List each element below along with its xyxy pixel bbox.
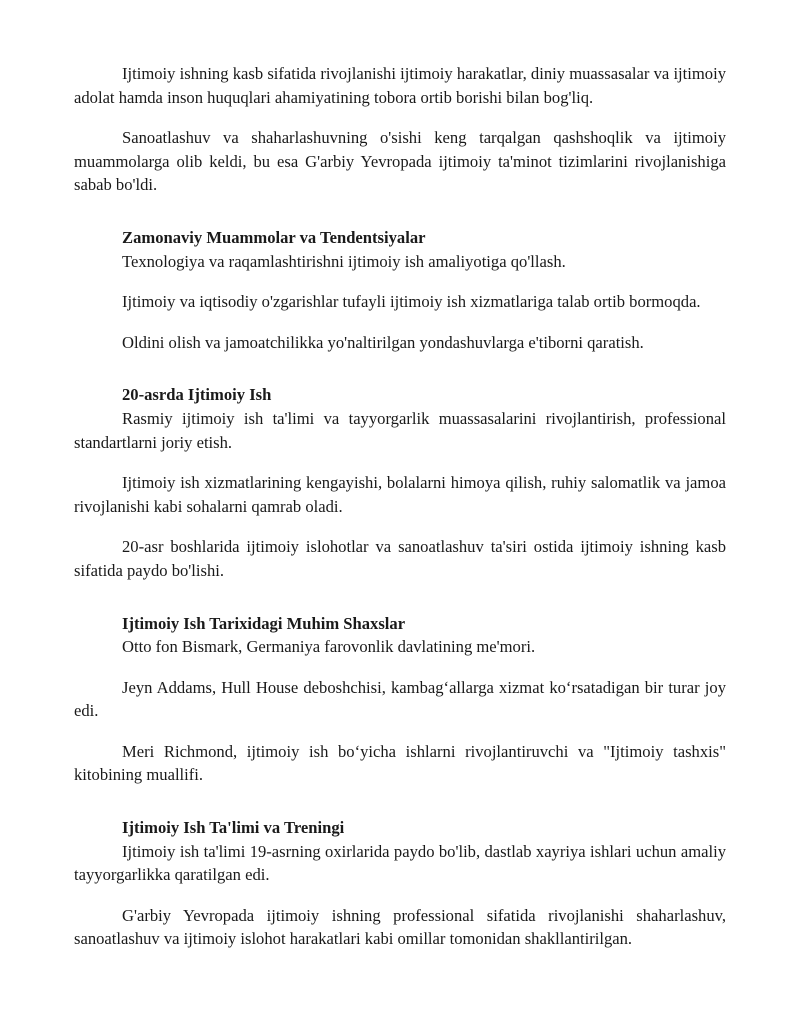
section-paragraph: G'arbiy Yevropada ijtimoiy ishning professional sifatida rivojlanishi shaharlashuv, sanoatlashuv va ijtimoiy islohot harakatlari kabi omillar tomonidan shakllantirilgan.	[74, 905, 726, 949]
section-paragraph: Rasmiy ijtimoiy ish ta'limi va tayyorgarlik muassasalarini rivojlantirish, professional standartlarni joriy etish.	[74, 408, 726, 452]
section-heading: Ijtimoiy Ish Tarixidagi Muhim Shaxslar	[122, 613, 406, 633]
section-heading: Ijtimoiy Ish Ta'limi va Treningi	[122, 818, 345, 838]
section-paragraph: Ijtimoiy va iqtisodiy o'zgarishlar tufayli ijtimoiy ish xizmatlariga talab ortib bormoqda.	[122, 292, 701, 312]
section-paragraph: Texnologiya va raqamlashtirishni ijtimoiy ish amaliyotiga qo'llash.	[122, 251, 566, 271]
intro-paragraph: Ijtimoiy ishning kasb sifatida rivojlanishi ijtimoiy harakatlar, diniy muassasalar va ijtimoiy adolat hamda inson huquqlari ahamiyatining tobora ortib borishi bilan bog'liq.	[74, 64, 726, 107]
section-heading: 20-asrda Ijtimoiy Ish	[122, 385, 272, 405]
section-heading: Zamonaviy Muammolar va Tendentsiyalar	[122, 227, 426, 247]
intro-paragraph: Sanoatlashuv va shaharlashuvning o'sishi keng tarqalgan qashshoqlik va ijtimoiy muammolarga olib keldi, bu esa G'arbiy Yevropada ijtimoiy ta'minot tizimlarini rivojlanishiga sabab bo'ldi.	[74, 128, 726, 195]
section-paragraph: Ijtimoiy ish ta'limi 19-asrning oxirlarida paydo bo'lib, dastlab xayriya ishlari uchun amaliy tayyorgarlikka qaratilgan edi.	[74, 841, 726, 885]
section-paragraph: Ijtimoiy ish xizmatlarining kengayishi, bolalarni himoya qilish, ruhiy salomatlik va jamoa rivojlanishi kabi sohalarni qamrab oladi.	[74, 473, 726, 516]
section-paragraph: Oldini olish va jamoatchilikka yo'naltirilgan yondashuvlarga e'tiborni qaratish.	[122, 332, 644, 352]
section-paragraph: Jeyn Addams, Hull House deboshchisi, kambag‘allarga xizmat ko‘rsatadigan bir turar joy edi.	[74, 677, 726, 721]
section-paragraph: 20-asr boshlarida ijtimoiy islohotlar va sanoatlashuv ta'siri ostida ijtimoiy ishning kasb sifatida paydo bo'lishi.	[74, 537, 726, 580]
section-paragraph: Otto fon Bismark, Germaniya farovonlik davlatining me'mori.	[122, 637, 536, 657]
section-paragraph: Meri Richmond, ijtimoiy ish bo‘yicha ishlarni rivojlantiruvchi va "Ijtimoiy tashxis" kitobining muallifi.	[74, 741, 726, 785]
